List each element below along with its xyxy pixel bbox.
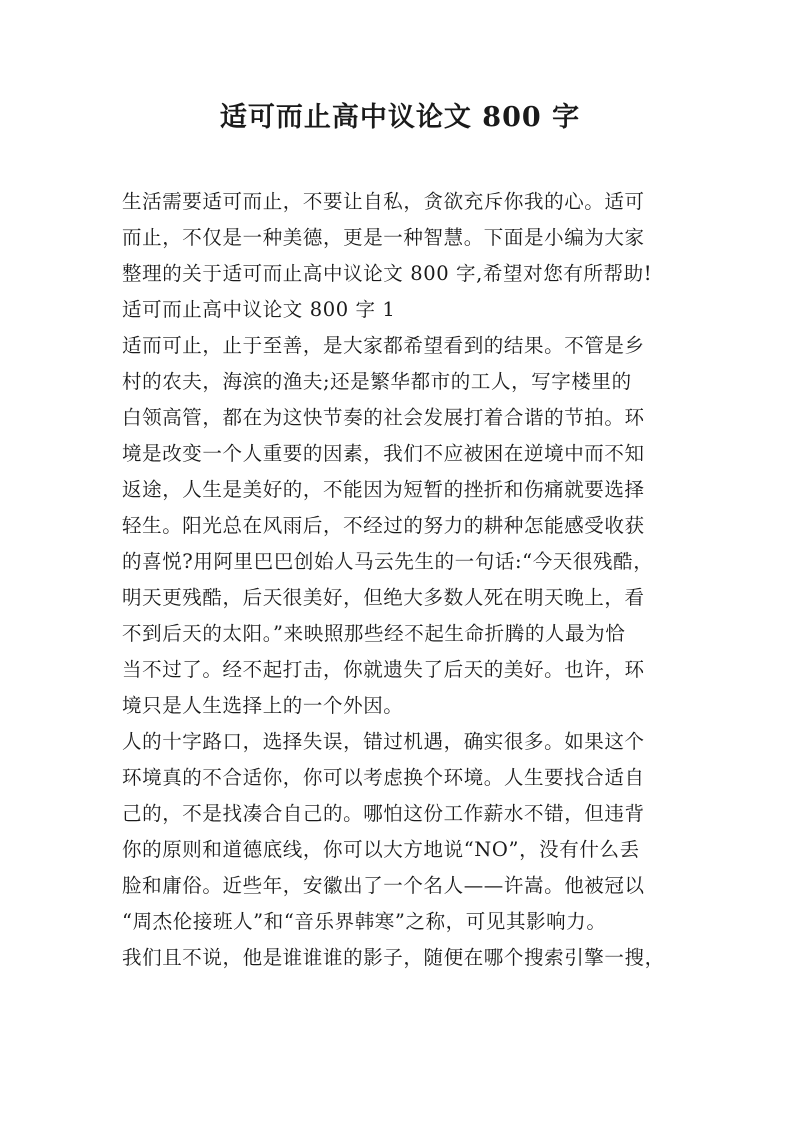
text-line: 返途，人生是美好的，不能因为短暂的挫折和伤痛就要选择	[122, 478, 645, 501]
document-body	[122, 184, 682, 976]
text-line: 白领高管，都在为这快节奏的社会发展打着合谐的节拍。环	[122, 406, 645, 429]
text-line: 村的农夫，海滨的渔夫;还是繁华都市的工人，写字楼里的	[122, 370, 632, 393]
text-line: 而止，不仅是一种美德，更是一种智慧。下面是小编为大家	[122, 226, 645, 249]
text-line: 脸和庸俗。近些年，安徽出了一个名人——许嵩。他被冠以	[122, 874, 645, 897]
text-line: 境是改变一个人重要的因素，我们不应被困在逆境中而不知	[122, 442, 645, 465]
text-line: 整理的关于适可而止高中议论文 800 字,希望对您有所帮助!	[122, 262, 653, 285]
text-line: 人的十字路口，选择失误，错过机遇，确实很多。如果这个	[122, 730, 645, 753]
text-line: 境只是人生选择上的一个外因。	[122, 694, 404, 717]
text-line: 不到后天的太阳。”来映照那些经不起生命折腾的人最为恰	[122, 622, 626, 645]
text-line: 的喜悦?用阿里巴巴创始人马云先生的一句话:“今天很残酷，	[122, 550, 654, 573]
text-line: 明天更残酷，后天很美好，但绝大多数人死在明天晚上，看	[122, 586, 645, 609]
document-title: 适可而止高中议论文 800 字	[219, 102, 581, 133]
text-line: 适而可止，止于至善，是大家都希望看到的结果。不管是乡	[122, 334, 645, 357]
text-line: 你的原则和道德底线，你可以大方地说“NO”，没有什么丢	[122, 838, 640, 861]
section-heading: 适可而止高中议论文 800 字 1	[122, 298, 396, 321]
text-line: “周杰伦接班人”和“音乐界韩寒”之称，可见其影响力。	[122, 910, 607, 933]
text-line: 生活需要适可而止，不要让自私，贪欲充斥你我的心。适可	[122, 190, 645, 213]
text-line: 环境真的不合适你，你可以考虑换个环境。人生要找合适自	[122, 766, 645, 789]
text-line: 我们且不说，他是谁谁谁的影子，随便在哪个搜索引擎一搜，	[122, 946, 665, 969]
text-line: 轻生。阳光总在风雨后，不经过的努力的耕种怎能感受收获	[122, 514, 645, 537]
text-line: 当不过了。经不起打击，你就遗失了后天的美好。也许，环	[122, 658, 645, 681]
text-line: 己的，不是找凑合自己的。哪怕这份工作薪水不错，但违背	[122, 802, 645, 825]
